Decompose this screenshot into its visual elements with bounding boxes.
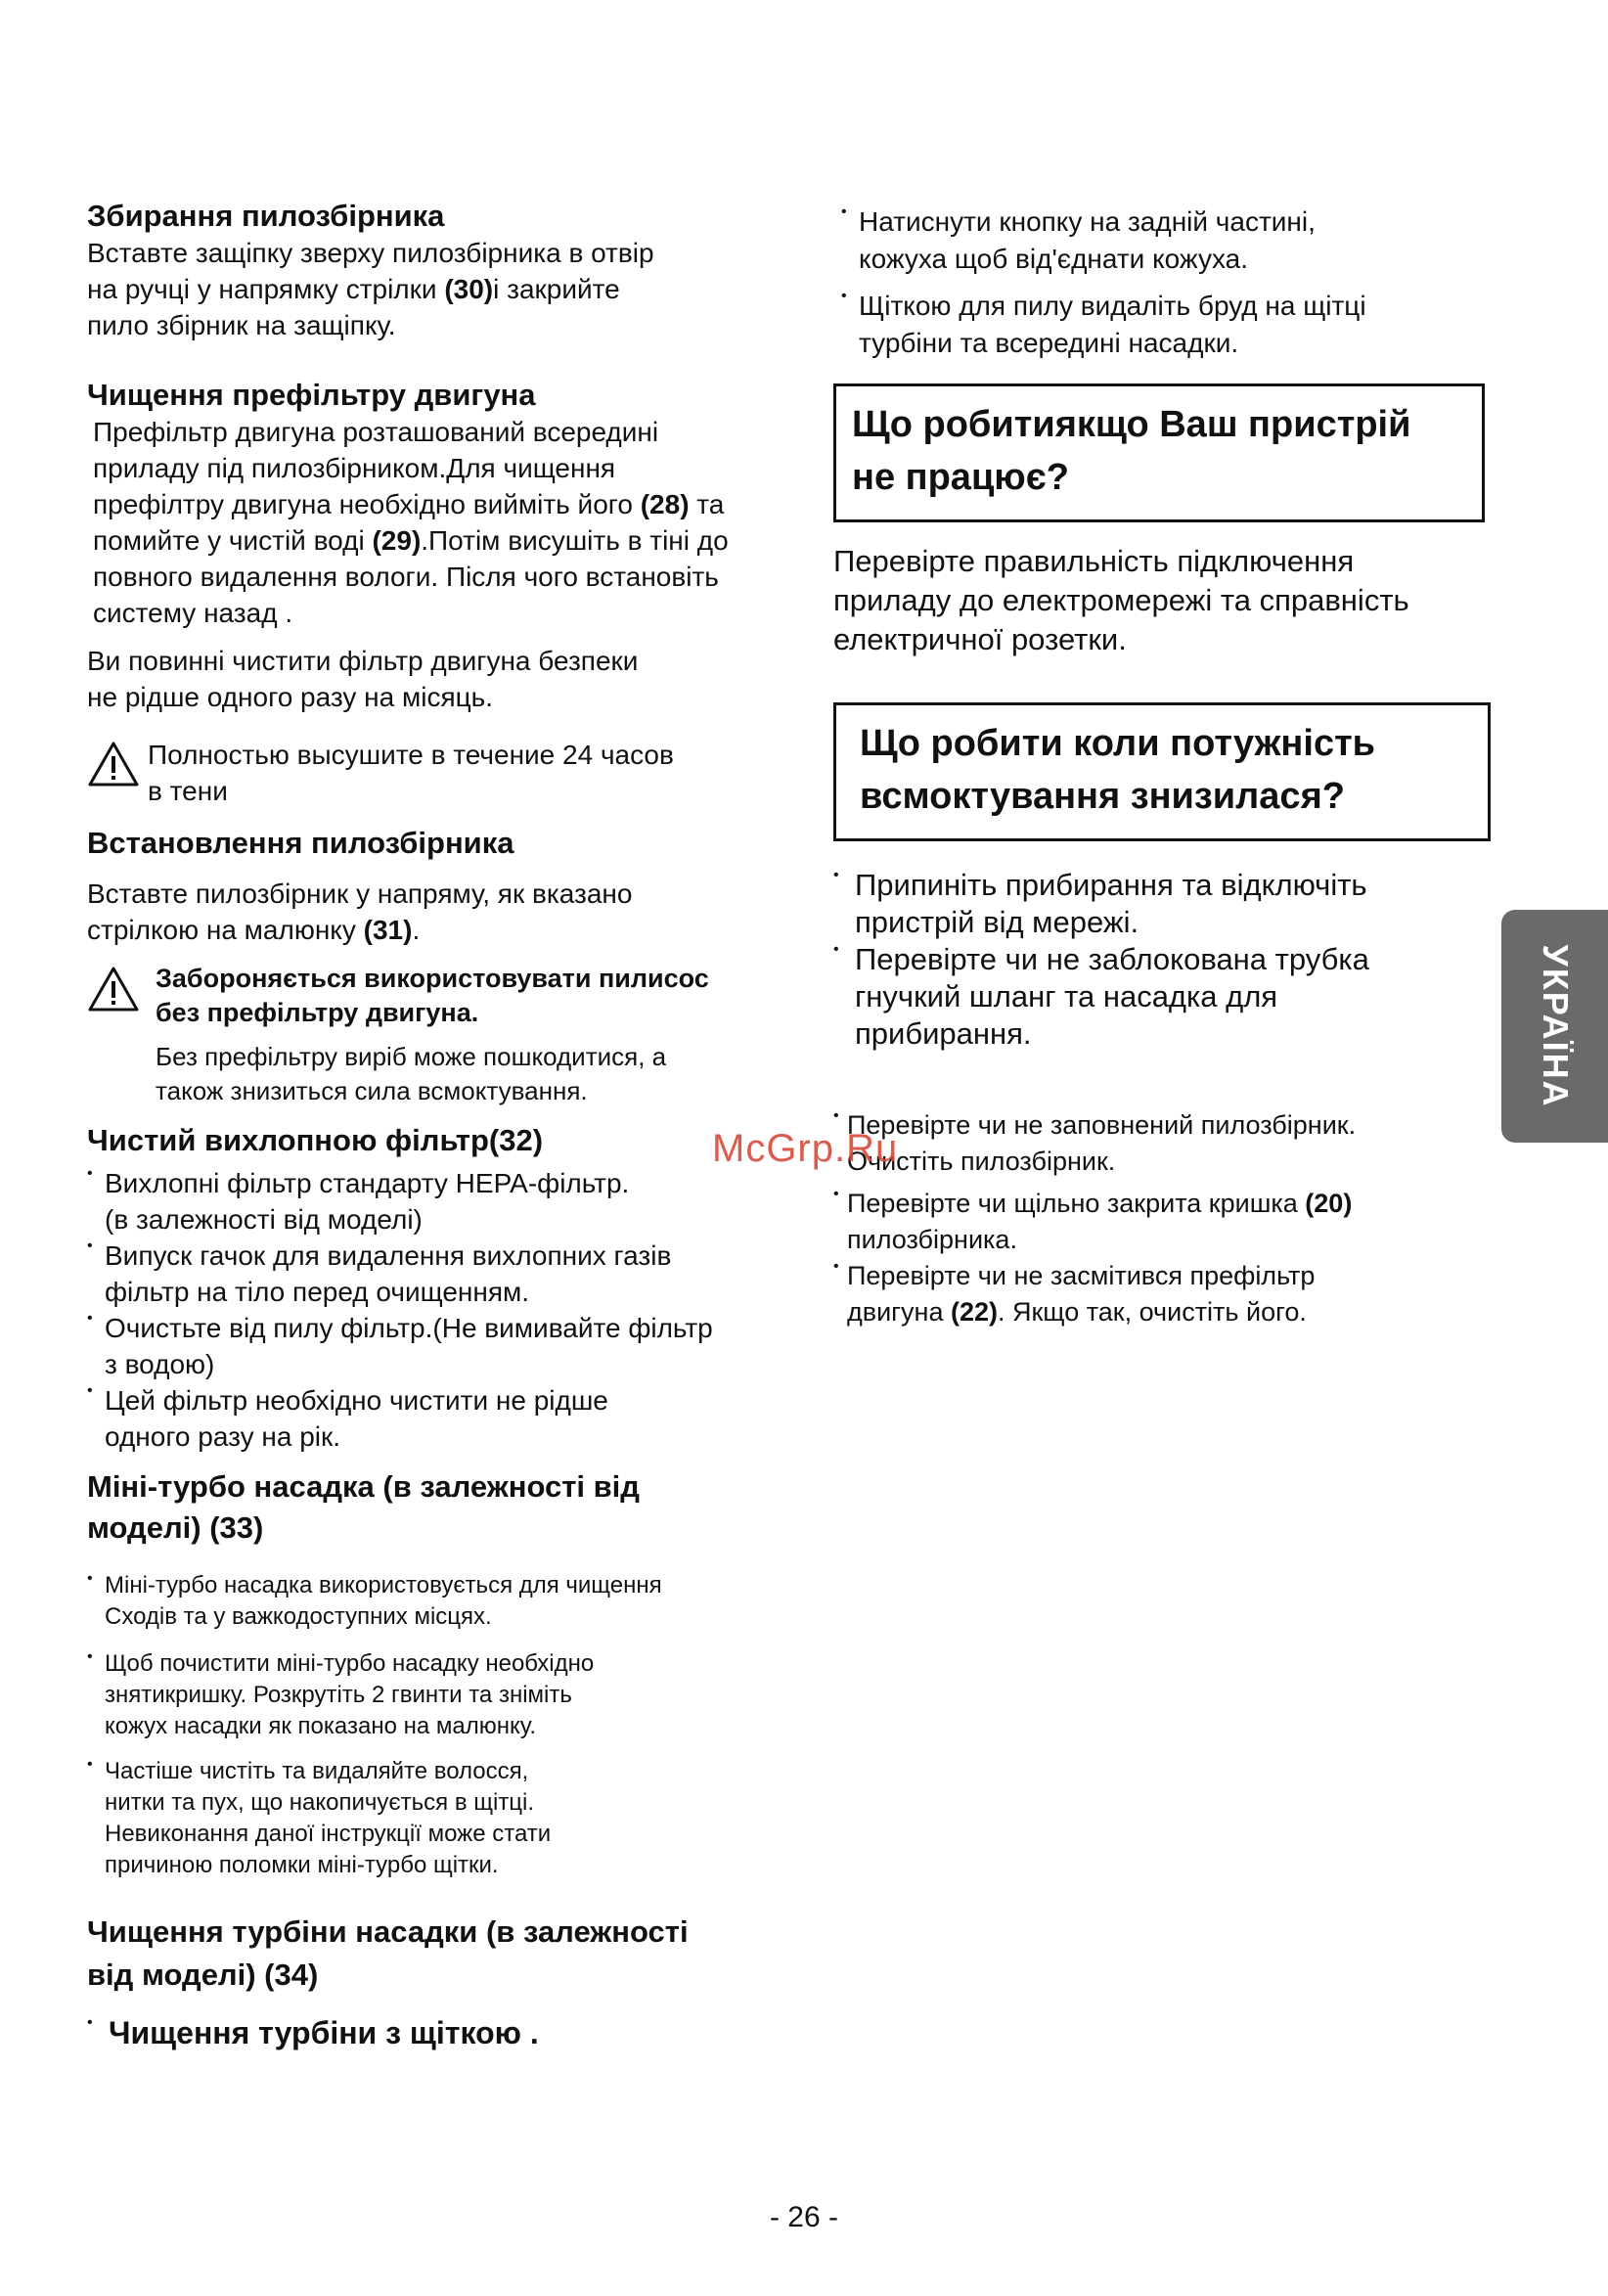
box-heading: Що робитиякщо Ваш пристрій <box>852 404 1411 445</box>
paragraph-line: префілтру двигуна необхідно вийміть його (28) та <box>93 489 725 519</box>
warning-text: також знизиться сила всмоктування. <box>156 1076 588 1105</box>
paragraph-line: Вставте защіпку зверху пилозбірника в отвір <box>87 238 654 268</box>
language-tab-label: УКРАЇНА <box>1535 944 1576 1108</box>
list-item: • Частіше чистіть та видаляйте волосся, нитки та пух, що накопичується в щітці. Невиконання даної інструкції може стати причиною поломки міні-турбо щітки. <box>87 1756 791 1881</box>
warning-text: в тени <box>148 776 228 806</box>
section-title-install-dust-container: Встановлення пилозбірника <box>87 826 514 860</box>
paragraph-line: повного видалення вологи. Після чого встановіть <box>93 562 719 592</box>
list-item: • Щіткою для пилу видаліть бруд на щітці турбіни та всередині насадки. <box>841 288 1489 362</box>
warning-note-prefilter <box>87 962 791 1108</box>
warning-text: Без префільтру виріб може пошкодитися, а <box>156 1042 667 1071</box>
paragraph-line: на ручці у напрямку стрілки (30)і закрийте <box>87 274 620 304</box>
box-heading: Що робити коли потужність <box>860 723 1376 764</box>
warning-text: Забороняється використовувати пилисос <box>156 964 709 993</box>
language-side-tab <box>1501 910 1608 1143</box>
section-title-dust-container-assembly: Збирання пилозбірника <box>87 199 445 233</box>
box-heading: всмоктування знизилася? <box>860 776 1345 817</box>
warning-text: без префільтру двигуна. <box>156 998 479 1027</box>
right-column <box>833 203 1489 1330</box>
left-column <box>87 198 791 2051</box>
paragraph-line: помийте у чистій воді (29).Потім висушіть в тіні до <box>93 525 729 556</box>
paragraph-line: Перевірте правильність підключення <box>833 544 1355 578</box>
box-heading: не працює? <box>852 457 1069 498</box>
paragraph-line: систему назад . <box>93 598 293 628</box>
paragraph-line: Ви повинні чистити фільтр двигуна безпеки <box>87 646 639 676</box>
paragraph-line: пило збірник на защіпку. <box>87 310 396 340</box>
section-title-mini-turbo: Міні-турбо насадка (в залежності від <box>87 1469 640 1504</box>
list-item: • Припиніть прибирання та відключіть пристрій від мережі. <box>833 867 1489 941</box>
paragraph-line: не рідше одного разу на місяць. <box>87 682 494 712</box>
paragraph-line: приладу до електромережі та справність <box>833 583 1409 617</box>
warning-triangle-icon <box>87 741 140 788</box>
warning-triangle-icon <box>87 966 140 1013</box>
section-title-turbine-cleaning: Чищення турбіни насадки (в залежності <box>87 1914 689 1949</box>
list-item: • Цей фільтр необхідно чистити не рідше одного разу на рік. <box>87 1382 791 1455</box>
heading-box-suction-drop <box>833 702 1491 841</box>
list-item: • Перевірте чи не заповнений пилозбірник. Очистіть пилозбірник. <box>833 1107 1489 1180</box>
warning-text: Полностью высушите в течение 24 часов <box>148 740 674 770</box>
paragraph-line: стрілкою на малюнку (31). <box>87 915 421 945</box>
paragraph-line: Префільтр двигуна розташований всередині <box>93 417 659 447</box>
list-item: • Перевірте чи не заблокована трубка гнучкий шланг та насадка для прибирання. <box>833 941 1489 1053</box>
list-item: • Очистьте від пилу фільтр.(Не вимивайте фільтр з водою) <box>87 1310 791 1382</box>
paragraph-line: Вставте пилозбірник у напряму, як вказано <box>87 878 633 909</box>
warning-note-dry <box>87 737 791 809</box>
list-item: • Випуск гачок для видалення вихлопних газів фільтр на тіло перед очищенням. <box>87 1238 791 1310</box>
list-item: • Перевірте чи щільно закрита кришка (20) пилозбірника. <box>833 1186 1489 1258</box>
watermark: McGrp.Ru <box>712 1127 899 1170</box>
heading-box-not-working <box>833 383 1485 522</box>
section-title-motor-prefilter: Чищення префільтру двигуна <box>87 378 536 412</box>
section-title-exhaust-filter: Чистий вихлопною фільтр(32) <box>87 1123 544 1157</box>
section-title-turbine-cleaning: від моделі) (34) <box>87 1958 319 1992</box>
list-item: • Перевірте чи не засмітився префільтр двигуна (22). Якщо так, очистіть його. <box>833 1258 1489 1330</box>
paragraph-line: електричної розетки. <box>833 622 1127 656</box>
list-item: • Міні-турбо насадка використовується для чищення Сходів та у важкодоступних місцях. <box>87 1570 791 1633</box>
list-item: • Щоб почистити міні-турбо насадку необхідно знятикришку. Розкрутіть 2 гвинти та зніміть кожух насадки як показано на малюнку. <box>87 1648 791 1742</box>
page-number: - 26 - <box>769 2201 839 2233</box>
section-title-mini-turbo: моделі) (33) <box>87 1510 264 1545</box>
list-item: • Натиснути кнопку на задній частині, кожуха щоб від'єднати кожуха. <box>841 203 1489 278</box>
paragraph-line: приладу під пилозбірником.Для чищення <box>93 453 616 483</box>
list-item: • Вихлопні фільтр стандарту HEPA-фільтр. (в залежності від моделі) <box>87 1165 791 1238</box>
list-item: • Чищення турбіни з щіткою . <box>87 2014 791 2051</box>
